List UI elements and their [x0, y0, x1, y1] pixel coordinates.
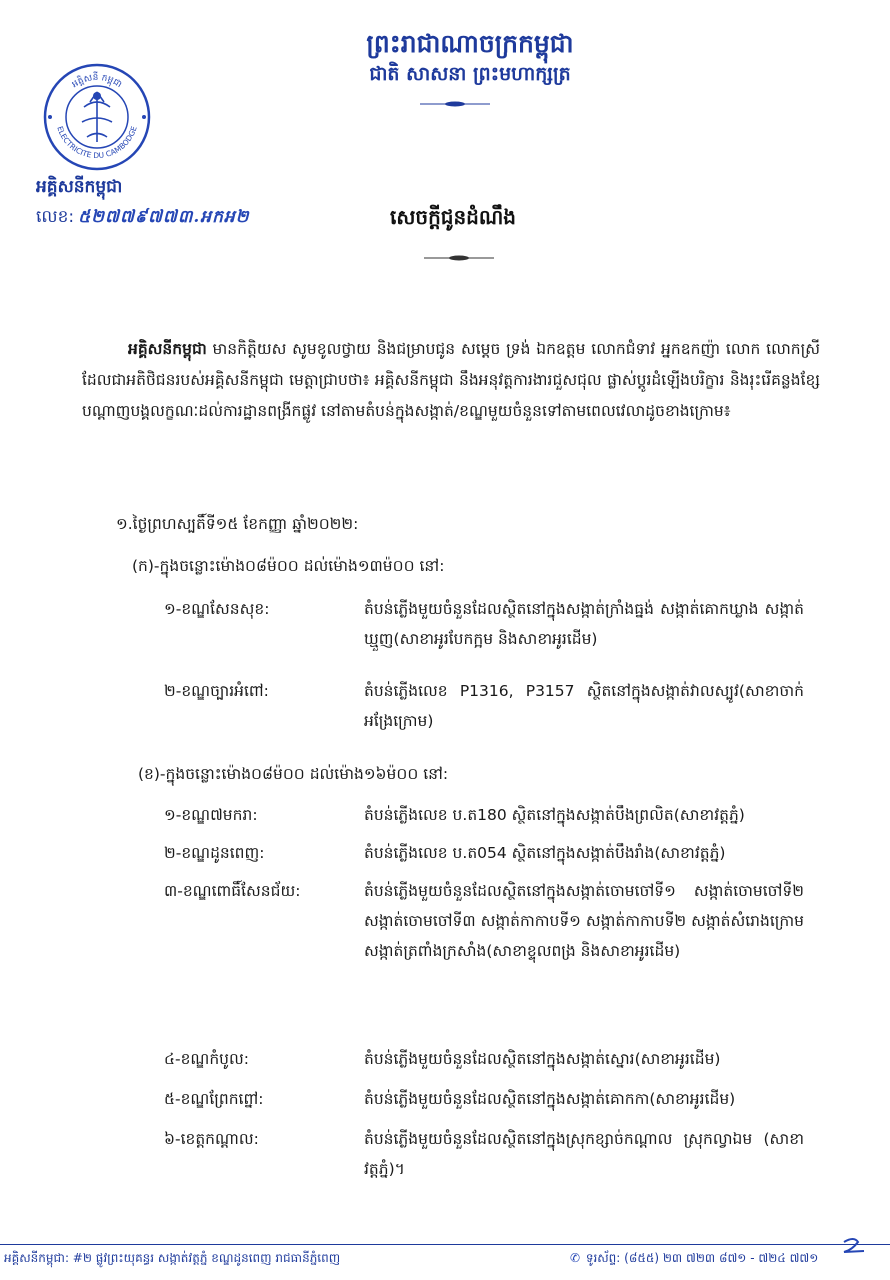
list-item [164, 594, 824, 658]
footer-address: អគ្គិសនីកម្ពុជា: #២ ផ្លូវព្រះយុគន្ធរ សង្កាត់វត្តភ្នំ ខណ្ឌដូនពេញ រាជធានីភ្នំពេញ [4, 1251, 341, 1265]
list-item [164, 876, 824, 1036]
svg-text:ELECTRICITE DU CAMBODGE: ELECTRICITE DU CAMBODGE [55, 125, 139, 161]
item-label: ៣-ខណ្ឌពោធិ៍សែនជ័យ: [164, 882, 301, 900]
item-value: តំបន់ភ្លើងលេខ ប.ត054 ស្ថិតនៅក្នុងសង្កាត់បឹងរាំង(សាខាវត្តភ្នំ) [364, 844, 726, 862]
svg-text:អគ្គិសនី កម្ពុជា: អគ្គិសនី កម្ពុជា [70, 72, 124, 91]
list-item [164, 800, 824, 832]
item-value: តំបន់ភ្លើងលេខ P1316, P3157 ស្ថិតនៅក្នុងសង្កាត់វាលស្បូវ(សាខាចាក់អង្រែក្រោម) [364, 682, 804, 730]
list-item [164, 838, 824, 870]
title-ornament [424, 254, 494, 262]
item-value: តំបន់ភ្លើងមួយចំនួនដែលស្ថិតនៅក្នុងសង្កាត់ក្រាំងធ្នង់ សង្កាត់គោកឃ្លាង សង្កាត់ឃ្មួញ(សាខាអូរបែកក្អម និងសាខាអូរដើម) [364, 600, 804, 648]
footer-phone: ទូរស័ព្ទ: (៨៥៥) ២៣ ៧២៣ ៨៧១ - ៧២៤ ៧៧១ [585, 1251, 819, 1265]
edc-seal-logo [42, 62, 152, 172]
footer-phone-line [568, 1250, 818, 1268]
header-ornament [420, 100, 490, 108]
item-label: ១-ខណ្ឌ៧មករា: [164, 806, 258, 824]
list-item [164, 1084, 824, 1116]
item-value: តំបន់ភ្លើងមួយចំនួនដែលស្ថិតនៅក្នុងសង្កាត់ចោមចៅទី១ សង្កាត់ចោមចៅទី២ សង្កាត់ចោមចៅទី៣ សង្កាត់កាកាបទី១ សង្កាត់កាកាបទី២ សង្កាត់សំរោងក្រោម សង្កាត់ត្រពាំងក្រសាំង(សាខាខ្ទុលពង្រ និងសាខាអូរដើម) [364, 882, 804, 960]
item-label: ២-ខណ្ឌច្បារអំពៅ: [164, 682, 269, 700]
item-value: តំបន់ភ្លើងលេខ ប.ត180 ស្ថិតនៅក្នុងសង្កាត់បឹងព្រលិត(សាខាវត្តភ្នំ) [364, 806, 745, 824]
phone-icon: ✆ [569, 1251, 581, 1265]
section-a-title: (ក)-ក្នុងចន្លោះម៉ោង០៨ម៉០០ ដល់ម៉ោង១៣ម៉០០ នៅ: [132, 557, 445, 575]
national-motto: ជាតិ សាសនា ព្រះមហាក្សត្រ [369, 63, 571, 85]
list-item [164, 1124, 824, 1188]
organization-name: អគ្គិសនីកម្ពុជា [36, 177, 123, 197]
intro-paragraph [82, 334, 820, 427]
item-label: ៤-ខណ្ឌកំបូល: [164, 1050, 249, 1068]
item-label: ៦-ខេត្តកណ្តាល: [164, 1130, 259, 1148]
footer-divider [0, 1244, 890, 1245]
item-label: ១-ខណ្ឌសែនសុខ: [164, 600, 270, 618]
intro-text: មានកិត្តិយស សូមខូលថ្វាយ និងជម្រាបជូន សម្តេច ទ្រង់ ឯកឧត្តម លោកជំទាវ អ្នកឧកញ៉ា លោក លោកស្រី ដែលជាអតិថិជនរបស់អគ្គិសនីកម្ពុជា មេត្តាជ្រាបថា៖ អគ្គិសនីកម្ពុជា នឹងអនុវត្តការងារជួសជុល ផ្លាស់ប្តូរដំឡើងបរិក្ខារ និងរុះរើគន្លងខ្សែបណ្តាញបង្គលក្ខណៈដល់ការដ្ឋានពង្រីកផ្លូវ នៅតាមតំបន់ក្នុងសង្កាត់/ខណ្ឌមួយចំនួនទៅតាមពេលវេលាដូចខាងក្រោម៖ [82, 340, 820, 420]
section-b-title: (ខ)-ក្នុងចន្លោះម៉ោង០៨ម៉០០ ដល់ម៉ោង១៦ម៉០០ នៅ: [138, 765, 449, 783]
document-title: សេចក្តីជូនដំណឹង [390, 205, 516, 229]
item-value: តំបន់ភ្លើងមួយចំនួនដែលស្ថិតនៅក្នុងស្រុកខ្សាច់កណ្តាល ស្រុកល្វាឯម (សាខាវត្តភ្នំ)។ [364, 1130, 804, 1178]
reference-label: លេខ: [36, 207, 75, 227]
item-label: ២-ខណ្ឌដូនពេញ: [164, 844, 265, 862]
reference-number: ៥២៧៧៩៧៧៣.អកអ២ [78, 207, 250, 227]
item-label: ៥-ខណ្ឌព្រែកព្នៅ: [164, 1090, 264, 1108]
item-value: តំបន់ភ្លើងមួយចំនួនដែលស្ថិតនៅក្នុងសង្កាត់គោកកា(សាខាអូរដើម) [364, 1090, 736, 1108]
item-value: តំបន់ភ្លើងមួយចំនួនដែលស្ថិតនៅក្នុងសង្កាត់ស្នោរ(សាខាអូរដើម) [364, 1050, 721, 1068]
kingdom-title: ព្រះរាជាណាចក្រកម្ពុជា [366, 29, 574, 58]
kingdom-header [300, 28, 640, 88]
reference-line [36, 206, 250, 231]
list-item [164, 1044, 824, 1076]
list-item [164, 676, 824, 740]
day-heading: ១.ថ្ងៃព្រហស្បតិ៍ទី១៥ ខែកញ្ញា ឆ្នាំ២០២២: [116, 515, 359, 533]
initials-signature-mark [840, 1236, 868, 1256]
intro-lead: អគ្គិសនីកម្ពុជា [128, 340, 207, 358]
